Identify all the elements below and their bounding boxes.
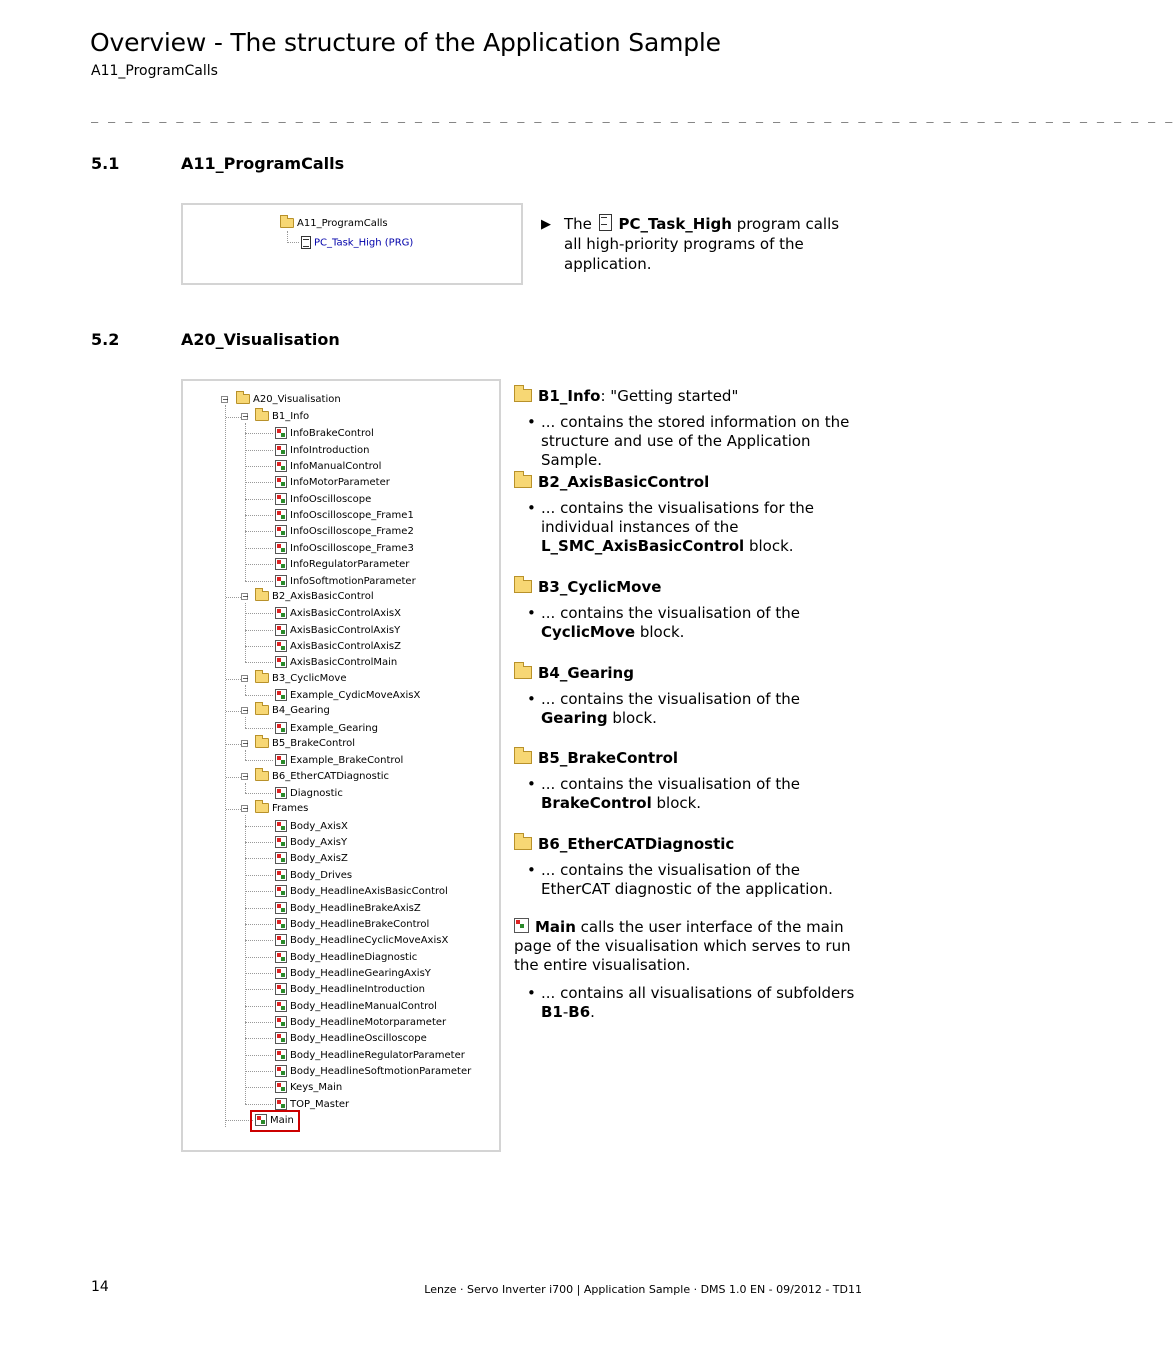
tree-item[interactable]: TOP_Master [275,1098,349,1111]
tree-item[interactable]: InfoOscilloscope_Frame1 [275,509,414,522]
visualisation-icon [275,1098,287,1110]
visualisation-icon [275,607,287,619]
visualisation-icon [275,689,287,701]
program-icon [301,236,311,249]
tree-item[interactable]: Body_HeadlineIntroduction [275,983,425,996]
folder-icon [255,411,269,421]
visualisation-icon [275,787,287,799]
tree-item[interactable]: Main [255,1114,294,1127]
page-number: 14 [91,1279,109,1295]
folder-icon [514,389,532,402]
folder-description: B1_Info: "Getting started" • ... contains the stored information on the structure and use of the Application Sample. [514,386,862,470]
arrow-icon: ▶ [541,217,551,232]
tree-item[interactable]: AxisBasicControlAxisX [275,607,401,620]
folder-description: B3_CyclicMove • ... contains the visualisation of the CyclicMove block. [514,577,862,642]
folder-icon [514,666,532,679]
program-icon [599,214,612,231]
folder-icon [514,580,532,593]
tree-root: A11_ProgramCalls [280,218,388,230]
tree-item[interactable]: InfoMotorParameter [275,476,390,489]
tree-item[interactable]: Body_HeadlineManualControl [275,1000,437,1013]
tree-item[interactable]: B4_Gearing [255,705,330,717]
tree-item[interactable]: Body_HeadlineCyclicMoveAxisX [275,934,448,947]
visualisation-icon [275,1032,287,1044]
visualisation-icon [275,1081,287,1093]
tree-item[interactable]: B6_EtherCATDiagnostic [255,771,389,783]
tree-item[interactable]: Body_HeadlineMotorparameter [275,1016,446,1029]
collapse-icon[interactable]: − [242,591,249,601]
visualisation-icon [275,476,287,488]
tree-item[interactable]: Body_HeadlineGearingAxisY [275,967,431,980]
tree-item[interactable]: B3_CyclicMove [255,673,347,685]
tree-item[interactable]: Example_CydicMoveAxisX [275,689,420,702]
visualisation-icon [275,754,287,766]
main-description: Main calls the user interface of the main page of the visualisation which serves to run the entire visualisation. • ... contains all visualisations of subfolders B1-B6. [514,918,855,1021]
visualisation-icon [275,509,287,521]
collapse-icon[interactable]: − [242,412,249,421]
pc-task-high-description: ▶ The PC_Task_High program calls all high-priority programs of the application. [541,215,840,273]
folder-icon [255,591,269,601]
visualisation-icon [275,918,287,930]
visualisation-icon [275,820,287,832]
tree-item[interactable]: B1_Info [255,411,309,423]
tree-item[interactable]: InfoIntroduction [275,444,369,457]
visualisation-icon [275,542,287,554]
tree-item[interactable]: Keys_Main [275,1081,342,1094]
page-subtitle: A11_ProgramCalls [91,63,218,79]
collapse-icon[interactable]: − [242,804,249,814]
tree-item[interactable]: InfoManualControl [275,460,381,473]
tree-item[interactable]: Body_HeadlineSoftmotionParameter [275,1065,471,1078]
tree-item[interactable]: Body_HeadlineBrakeAxisZ [275,902,421,915]
section-title: A11_ProgramCalls [181,154,345,173]
bullet-icon: • [527,499,536,517]
document-info: Lenze · Servo Inverter i700 | Application Sample · DMS 1.0 EN - 09/2012 - TD11 [424,1283,862,1296]
tree-item[interactable]: InfoOscilloscope [275,493,371,506]
folder-icon [255,803,269,813]
collapse-icon[interactable]: − [242,673,249,683]
tree-item[interactable]: Body_AxisX [275,820,348,833]
collapse-icon[interactable]: − [242,771,249,781]
visualisation-icon [275,722,287,734]
visualisation-icon [275,427,287,439]
tree-item[interactable]: Diagnostic [275,787,343,800]
program-tree-screenshot [181,203,523,285]
folder-icon [236,394,250,404]
visualisation-icon [275,934,287,946]
visualisation-icon [275,983,287,995]
folder-description: B5_BrakeControl • ... contains the visualisation of the BrakeControl block. [514,748,862,813]
tree-item[interactable]: AxisBasicControlAxisZ [275,640,401,653]
visualisation-icon [275,640,287,652]
section-number: 5.2 [91,330,120,349]
tree-item[interactable]: InfoBrakeControl [275,427,374,440]
folder-icon [255,771,269,781]
tree-item[interactable]: Body_AxisZ [275,852,348,865]
tree-item[interactable]: AxisBasicControlMain [275,656,397,669]
visualisation-icon [275,852,287,864]
tree-item[interactable]: InfoSoftmotionParameter [275,575,416,588]
visualisation-icon [275,951,287,963]
tree-item[interactable]: Body_HeadlineOscilloscope [275,1032,427,1045]
tree-item[interactable]: AxisBasicControlAxisY [275,624,400,637]
collapse-icon[interactable]: − [242,739,249,748]
folder-icon [514,837,532,850]
tree-item-pc-task-high: PC_Task_High (PRG) [301,236,413,250]
visualisation-icon [275,575,287,587]
visualisation-icon [275,869,287,881]
visualisation-icon [514,918,529,933]
tree-item[interactable]: Frames [255,803,308,815]
visualisation-icon [275,902,287,914]
visualisation-icon [275,525,287,537]
visualisation-tree-screenshot [181,379,501,1152]
tree-root: A20_Visualisation [236,394,341,406]
tree-item[interactable]: Body_HeadlineDiagnostic [275,951,417,964]
folder-description: B4_Gearing • ... contains the visualisation of the Gearing block. [514,663,862,728]
visualisation-icon [275,460,287,472]
page-title: Overview - The structure of the Application Sample [90,28,721,57]
collapse-icon[interactable]: − [242,706,249,716]
visualisation-icon [275,1000,287,1012]
visualisation-icon [275,836,287,848]
bullet-icon: • [527,775,536,793]
bullet-icon: • [527,984,536,1002]
section-number: 5.1 [91,154,120,173]
tree-item[interactable]: Example_BrakeControl [275,754,403,767]
section-title: A20_Visualisation [181,330,340,349]
visualisation-icon [275,885,287,897]
tree-item[interactable]: Example_Gearing [275,722,378,735]
bullet-icon: • [527,690,536,708]
tree-item[interactable]: Body_HeadlineAxisBasicControl [275,885,448,898]
visualisation-icon [275,1049,287,1061]
bullet-icon: • [527,861,536,879]
visualisation-icon [275,656,287,668]
visualisation-icon [275,1016,287,1028]
header-rule: _ _ _ _ _ _ _ _ _ _ _ _ _ _ _ _ _ _ _ _ _ _ _ _ _ _ _ _ _ _ _ _ _ _ _ _ _ _ _ _ _ _ _ _ _ _ _ _ _ _ _ _ _ _ _ _ _ _ _ _ _ _ _ _ [91,109,1174,123]
visualisation-icon [275,624,287,636]
visualisation-icon [275,558,287,570]
folder-icon [514,751,532,764]
tree-item[interactable]: InfoOscilloscope_Frame2 [275,525,414,538]
tree-item[interactable]: B5_BrakeControl [255,738,355,750]
bullet-icon: • [527,604,536,622]
folder-icon [255,705,269,715]
highlight-box [250,1110,300,1132]
bullet-icon: • [527,413,536,431]
visualisation-icon [275,444,287,456]
visualisation-icon [275,1065,287,1077]
tree-item[interactable]: InfoOscilloscope_Frame3 [275,542,414,555]
folder-icon [255,738,269,748]
tree-item[interactable]: InfoRegulatorParameter [275,558,409,571]
visualisation-icon [275,967,287,979]
tree-item[interactable]: Body_HeadlineRegulatorParameter [275,1049,465,1062]
visualisation-icon [275,493,287,505]
collapse-icon[interactable]: − [222,395,229,404]
tree-item[interactable]: Body_Drives [275,869,352,882]
folder-icon [514,475,532,488]
tree-item[interactable]: B2_AxisBasicControl [255,591,374,603]
tree-item[interactable]: Body_AxisY [275,836,347,849]
folder-description: B6_EtherCATDiagnostic • ... contains the visualisation of the EtherCAT diagnostic of the application. [514,834,862,899]
folder-icon [280,218,294,228]
folder-icon [255,673,269,683]
folder-description: B2_AxisBasicControl • ... contains the visualisations for the individual instances of the L_SMC_AxisBasicControl block. [514,472,862,556]
tree-item[interactable]: Body_HeadlineBrakeControl [275,918,429,931]
